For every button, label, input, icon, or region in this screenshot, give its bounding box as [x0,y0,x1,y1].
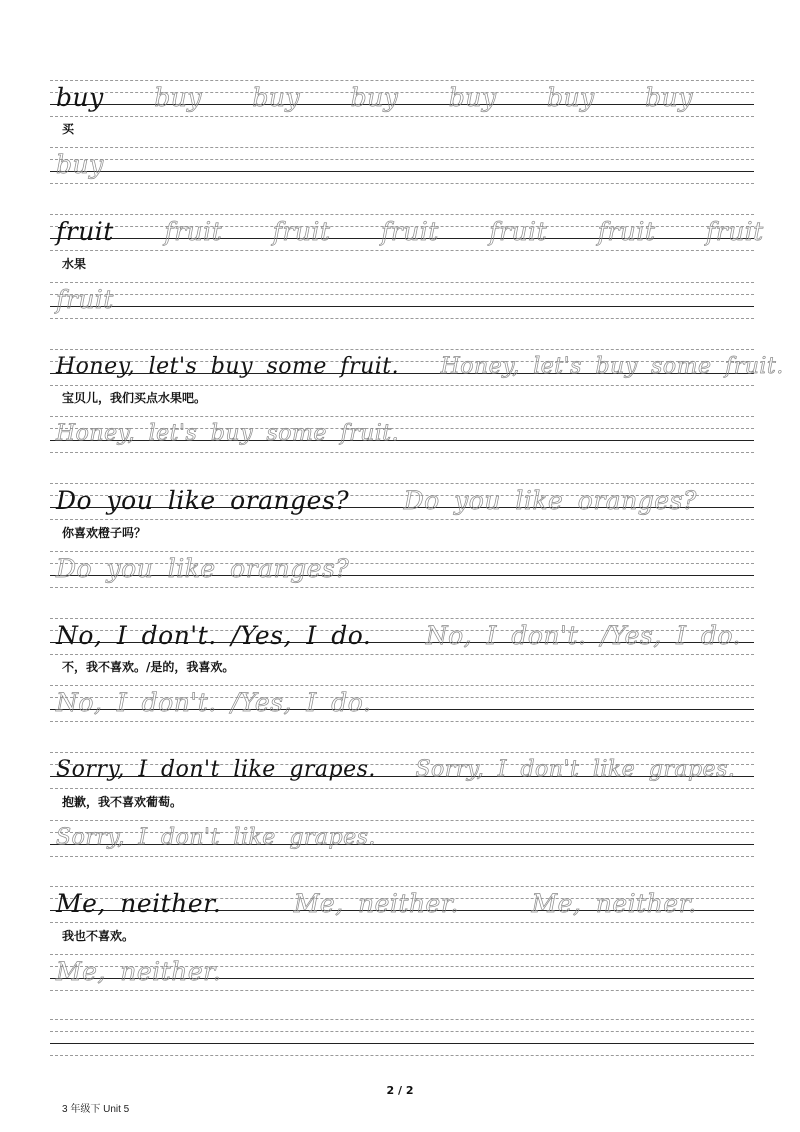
practice-staff-sentence-6 [50,752,754,789]
trace-sentence: Do you like oranges? [403,486,697,515]
footer-unit-label: 3 年级下 Unit 5 [62,1104,130,1115]
model-sentence: Honey, let's buy some fruit. [56,354,400,379]
translation: 水果 [62,257,87,271]
blank-practice-staff [50,1019,754,1056]
page-number: 2 / 2 [386,1084,414,1097]
model-sentence: Me, neither. [56,889,222,918]
practice-line [56,757,735,782]
trace-sentence: Me, neither. [531,889,697,918]
practice-staff-sentence-5 [50,618,754,655]
practice-line [56,623,741,648]
copy-staff-sentence-4 [50,551,754,588]
copy-line [56,152,104,177]
model-word: buy [56,83,104,112]
trace-word: buy [56,150,104,179]
trace-word: fruit [380,217,439,246]
copy-line [56,287,114,312]
practice-staff-sentence-4 [50,483,754,520]
trace-word: buy [350,83,399,112]
trace-sentence: Me, neither. [56,957,222,986]
copy-staff-fruit [50,282,754,319]
copy-staff-sentence-5 [50,685,754,722]
translation: 宝贝儿，我们买点水果吧。 [62,391,207,405]
copy-line [56,690,371,715]
model-word: fruit [56,217,114,246]
trace-word: fruit [164,217,223,246]
translation: 你喜欢橙子吗？ [62,526,147,540]
practice-staff-buy [50,80,754,117]
practice-staff-sentence-3 [50,349,784,386]
model-sentence: No, I don't. /Yes, I do. [56,621,372,650]
trace-sentence: Do you like oranges? [56,554,350,583]
trace-word: fruit [272,217,331,246]
trace-word: fruit [489,217,548,246]
copy-line [56,421,399,446]
practice-line [56,354,784,379]
model-sentence: Sorry, I don't like grapes. [56,757,376,782]
translation: 抱歉，我不喜欢葡萄。 [62,795,183,809]
trace-sentence: Me, neither. [293,889,460,918]
trace-word: buy [645,83,693,112]
trace-sentence: Sorry, I don't like grapes. [415,757,736,782]
practice-staff-sentence-7 [50,886,754,923]
trace-sentence: No, I don't. /Yes, I do. [56,688,372,717]
trace-word: fruit [56,285,114,314]
translation: 不，我不喜欢。/是的，我喜欢。 [62,660,235,674]
translation: 买 [62,122,75,136]
trace-word: buy [154,83,202,112]
copy-line [56,959,221,984]
trace-word: buy [546,83,595,112]
trace-word: fruit [705,217,764,246]
practice-line [56,891,697,916]
trace-sentence: Sorry, I don't like grapes. [56,825,376,850]
copy-line [56,825,376,850]
practice-line [56,488,697,513]
practice-line [56,219,764,244]
trace-sentence: Honey, let's buy some fruit. [56,421,400,446]
copy-staff-buy [50,147,754,184]
copy-staff-sentence-6 [50,820,754,857]
trace-word: buy [448,83,497,112]
trace-word: fruit [597,217,656,246]
trace-word: buy [252,83,301,112]
copy-staff-sentence-3 [50,416,754,453]
trace-sentence: Honey, let's buy some fruit. [440,354,784,379]
practice-staff-fruit [50,214,764,251]
model-sentence: Do you like oranges? [56,486,350,515]
copy-staff-sentence-7 [50,954,754,991]
trace-sentence: No, I don't. /Yes, I do. [425,621,742,650]
practice-line [56,85,693,110]
copy-line [56,556,349,581]
translation: 我也不喜欢。 [62,929,135,943]
